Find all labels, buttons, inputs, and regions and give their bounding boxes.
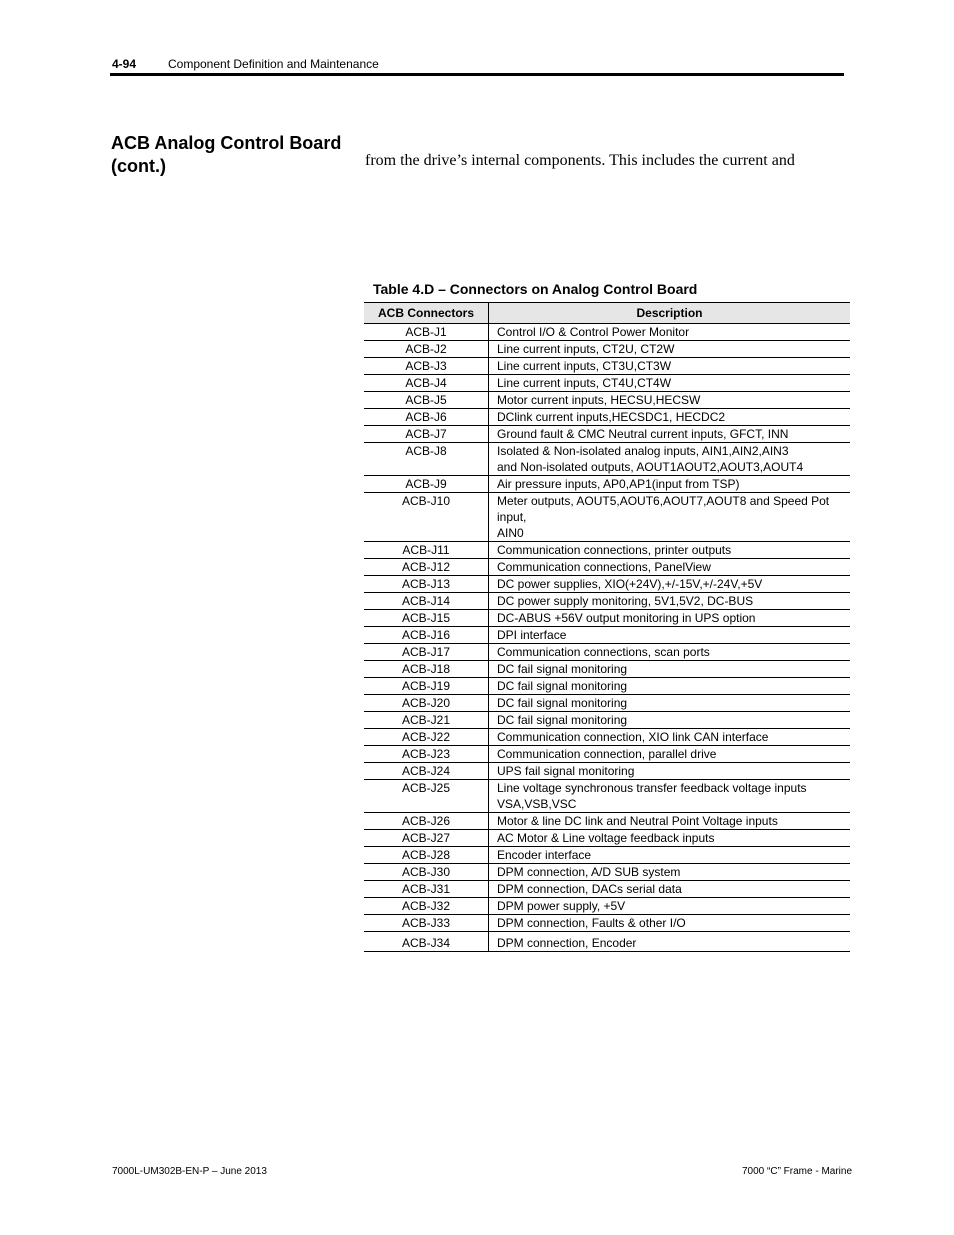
description-cell <box>489 898 851 915</box>
connector-cell: ACB-J21 <box>364 712 489 729</box>
description-cell <box>489 729 851 746</box>
description-cell <box>489 426 851 443</box>
description-cell <box>489 559 851 576</box>
description-line: DPM connection, Faults & other I/O <box>497 916 686 930</box>
description-line: UPS fail signal monitoring <box>497 764 635 778</box>
table-row <box>364 610 850 627</box>
description-line: DPM connection, DACs serial data <box>497 882 682 896</box>
connector-cell: ACB-J25 <box>364 780 489 813</box>
side-heading-line-1: ACB Analog Control Board <box>111 133 342 153</box>
description-cell <box>489 830 851 847</box>
description-line: AC Motor & Line voltage feedback inputs <box>497 831 715 845</box>
table-row <box>364 426 850 443</box>
page-number: 4-94 <box>112 57 137 71</box>
description-cell <box>489 375 851 392</box>
description-cell <box>489 493 851 542</box>
connector-cell: ACB-J5 <box>364 392 489 409</box>
description-cell <box>489 341 851 358</box>
connector-cell: ACB-J22 <box>364 729 489 746</box>
table-row <box>364 443 850 476</box>
description-line: Ground fault & CMC Neutral current inputs, GFCT, INN <box>497 427 789 441</box>
table-row <box>364 932 850 952</box>
description-cell <box>489 409 851 426</box>
table-caption: Table 4.D – Connectors on Analog Control Board <box>373 281 698 297</box>
description-line: Communication connections, printer outputs <box>497 543 732 557</box>
description-line: DC fail signal monitoring <box>497 713 628 727</box>
table-row <box>364 493 850 542</box>
connector-cell: ACB-J3 <box>364 358 489 375</box>
description-line: Line current inputs, CT3U,CT3W <box>497 359 672 373</box>
connector-cell: ACB-J18 <box>364 661 489 678</box>
table-row <box>364 576 850 593</box>
footer-document-id: 7000L-UM302B-EN-P – June 2013 <box>112 1166 267 1177</box>
description-cell <box>489 695 851 712</box>
connector-cell: ACB-J8 <box>364 443 489 476</box>
description-cell <box>489 324 851 341</box>
description-line: DC power supplies, XIO(+24V),+/-15V,+/-24V,+5V <box>497 577 763 591</box>
description-line: Isolated & Non-isolated analog inputs, AIN1,AIN2,AIN3 <box>497 444 789 458</box>
connector-cell: ACB-J33 <box>364 915 489 932</box>
description-line: Communication connection, XIO link CAN interface <box>497 730 769 744</box>
side-heading <box>111 132 351 178</box>
description-line: Communication connections, scan ports <box>497 645 710 659</box>
description-line: Air pressure inputs, AP0,AP1(input from TSP) <box>497 477 740 491</box>
table-row <box>364 864 850 881</box>
description-cell <box>489 644 851 661</box>
table-row <box>364 881 850 898</box>
table-row <box>364 898 850 915</box>
description-line: Line current inputs, CT4U,CT4W <box>497 376 672 390</box>
table-row <box>364 763 850 780</box>
description-cell <box>489 712 851 729</box>
table-row <box>364 375 850 392</box>
connector-cell: ACB-J16 <box>364 627 489 644</box>
description-line: DC fail signal monitoring <box>497 679 628 693</box>
table-row <box>364 746 850 763</box>
description-line: Communication connection, parallel drive <box>497 747 717 761</box>
description-cell <box>489 576 851 593</box>
table-row <box>364 915 850 932</box>
connector-cell: ACB-J30 <box>364 864 489 881</box>
table-body <box>364 324 850 952</box>
description-line: DC power supply monitoring, 5V1,5V2, DC-BUS <box>497 594 754 608</box>
connector-cell: ACB-J26 <box>364 813 489 830</box>
description-line: Line current inputs, CT2U, CT2W <box>497 342 675 356</box>
table-row <box>364 627 850 644</box>
description-line: Encoder interface <box>497 848 592 862</box>
connector-cell: ACB-J27 <box>364 830 489 847</box>
section-title: Component Definition and Maintenance <box>168 57 379 71</box>
connector-cell: ACB-J34 <box>364 932 489 952</box>
table-row <box>364 542 850 559</box>
table-row <box>364 813 850 830</box>
description-line: Meter outputs, AOUT5,AOUT6,AOUT7,AOUT8 and Speed Pot input, <box>497 494 830 524</box>
description-cell <box>489 476 851 493</box>
description-line: VSA,VSB,VSC <box>497 797 577 811</box>
footer-product-name: 7000 “C” Frame - Marine <box>742 1166 853 1177</box>
description-line: DPM power supply, +5V <box>497 899 626 913</box>
description-line: DClink current inputs,HECSDC1, HECDC2 <box>497 410 726 424</box>
description-cell <box>489 932 851 952</box>
description-cell <box>489 780 851 813</box>
description-cell <box>489 678 851 695</box>
connector-cell: ACB-J17 <box>364 644 489 661</box>
connector-cell: ACB-J20 <box>364 695 489 712</box>
table-row <box>364 476 850 493</box>
header-rule <box>110 73 844 76</box>
table-row <box>364 678 850 695</box>
connector-cell: ACB-J23 <box>364 746 489 763</box>
connector-cell: ACB-J14 <box>364 593 489 610</box>
body-paragraph: from the drive’s internal components. This includes the current and <box>365 152 795 169</box>
table-row <box>364 341 850 358</box>
table-row <box>364 661 850 678</box>
description-line: Motor & line DC link and Neutral Point Voltage inputs <box>497 814 778 828</box>
connector-cell: ACB-J31 <box>364 881 489 898</box>
description-cell <box>489 915 851 932</box>
description-line: DPM connection, Encoder <box>497 936 637 950</box>
description-cell <box>489 358 851 375</box>
connector-cell: ACB-J9 <box>364 476 489 493</box>
side-heading-line-2: (cont.) <box>111 156 166 176</box>
table-row <box>364 358 850 375</box>
connector-cell: ACB-J11 <box>364 542 489 559</box>
description-cell <box>489 610 851 627</box>
table-row <box>364 324 850 341</box>
connector-cell: ACB-J19 <box>364 678 489 695</box>
connector-cell: ACB-J24 <box>364 763 489 780</box>
description-cell <box>489 661 851 678</box>
table-row <box>364 409 850 426</box>
description-cell <box>489 763 851 780</box>
description-cell <box>489 593 851 610</box>
connector-cell: ACB-J2 <box>364 341 489 358</box>
connector-cell: ACB-J1 <box>364 324 489 341</box>
description-line: DC fail signal monitoring <box>497 696 628 710</box>
connectors-table <box>364 302 850 952</box>
table-row <box>364 729 850 746</box>
description-line: Control I/O & Control Power Monitor <box>497 325 690 339</box>
description-line: Motor current inputs, HECSU,HECSW <box>497 393 701 407</box>
connector-cell: ACB-J13 <box>364 576 489 593</box>
table-row <box>364 559 850 576</box>
description-line: Line voltage synchronous transfer feedback voltage inputs <box>497 781 807 795</box>
connector-cell: ACB-J6 <box>364 409 489 426</box>
connector-cell: ACB-J15 <box>364 610 489 627</box>
description-cell <box>489 746 851 763</box>
table-row <box>364 712 850 729</box>
column-header-description: Description <box>489 303 851 324</box>
description-cell <box>489 847 851 864</box>
connector-cell: ACB-J28 <box>364 847 489 864</box>
table-row <box>364 780 850 813</box>
description-line: Communication connections, PanelView <box>497 560 711 574</box>
table-row <box>364 695 850 712</box>
description-line: DPM connection, A/D SUB system <box>497 865 681 879</box>
description-line: DC fail signal monitoring <box>497 662 628 676</box>
table-row <box>364 593 850 610</box>
description-cell <box>489 813 851 830</box>
description-cell <box>489 542 851 559</box>
description-line: and Non-isolated outputs, AOUT1AOUT2,AOUT3,AOUT4 <box>497 460 804 474</box>
column-header-connectors: ACB Connectors <box>364 303 489 324</box>
connector-cell: ACB-J7 <box>364 426 489 443</box>
connector-cell: ACB-J4 <box>364 375 489 392</box>
description-line: DPI interface <box>497 628 567 642</box>
description-cell <box>489 881 851 898</box>
table-row <box>364 392 850 409</box>
table-header-row <box>364 303 850 324</box>
description-cell <box>489 627 851 644</box>
description-cell <box>489 443 851 476</box>
connector-cell: ACB-J32 <box>364 898 489 915</box>
connector-cell: ACB-J12 <box>364 559 489 576</box>
description-cell <box>489 864 851 881</box>
table-row <box>364 847 850 864</box>
description-line: AIN0 <box>497 526 524 540</box>
description-line: DC-ABUS +56V output monitoring in UPS option <box>497 611 756 625</box>
table-row <box>364 644 850 661</box>
table-row <box>364 830 850 847</box>
connector-cell: ACB-J10 <box>364 493 489 542</box>
description-cell <box>489 392 851 409</box>
